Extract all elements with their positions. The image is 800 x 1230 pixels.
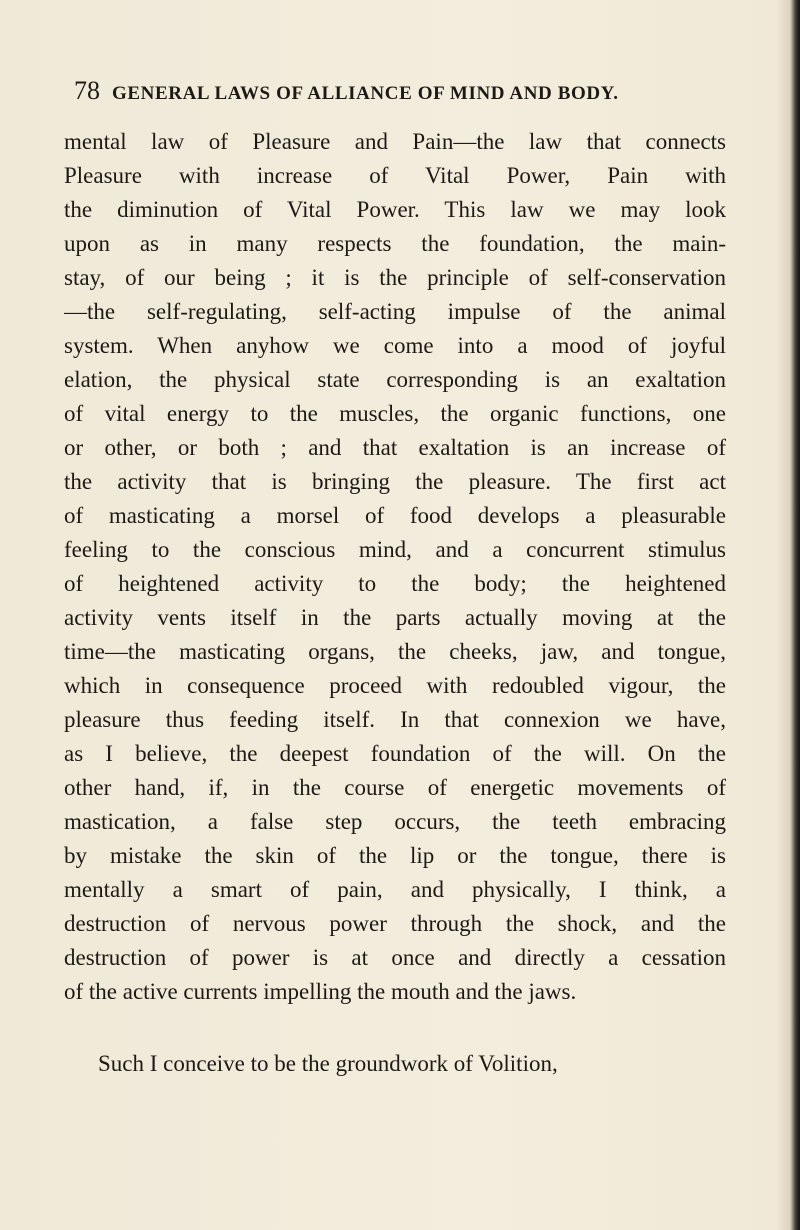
- text-line: the diminution of Vital Power. This law we may look: [64, 197, 726, 222]
- text-line: mastication, a false step occurs, the teeth embracing: [64, 809, 726, 834]
- text-line: of heightened activity to the body; the heightened: [64, 571, 726, 596]
- text-line: —the self-regulating, self-acting impulse of the animal: [64, 299, 726, 324]
- text-line: as I believe, the deepest foundation of the will. On the: [64, 741, 726, 766]
- text-line: other hand, if, in the course of energetic movements of: [64, 775, 726, 800]
- text-line: Such I conceive to be the groundwork of Volition,: [98, 1051, 558, 1076]
- text-line: mental law of Pleasure and Pain—the law that connects: [64, 129, 726, 154]
- text-line: pleasure thus feeding itself. In that connexion we have,: [64, 707, 726, 732]
- text-line: elation, the physical state corresponding is an exaltation: [64, 367, 726, 392]
- paragraph-gap: [64, 1009, 726, 1047]
- paragraph-1: [64, 125, 726, 1009]
- text-line: upon as in many respects the foundation, the main-: [64, 231, 726, 256]
- body-text: [64, 125, 726, 1081]
- text-line: Pleasure with increase of Vital Power, Pain with: [64, 163, 726, 188]
- text-line: of vital energy to the muscles, the organic functions, one: [64, 401, 726, 426]
- text-line: by mistake the skin of the lip or the tongue, there is: [64, 843, 726, 868]
- text-line: the activity that is bringing the pleasure. The first act: [64, 469, 726, 494]
- text-line: system. When anyhow we come into a mood of joyful: [64, 333, 726, 358]
- text-line: or other, or both ; and that exaltation is an increase of: [64, 435, 726, 460]
- text-line: activity vents itself in the parts actually moving at the: [64, 605, 726, 630]
- text-line: which in consequence proceed with redoubled vigour, the: [64, 673, 726, 698]
- running-title: GENERAL LAWS OF ALLIANCE OF MIND AND BODY.: [112, 83, 619, 104]
- text-line: destruction of power is at once and directly a cessation: [64, 945, 726, 970]
- text-line: of masticating a morsel of food develops a pleasurable: [64, 503, 726, 528]
- page-edge-shadow: [790, 0, 800, 1230]
- text-line: destruction of nervous power through the shock, and the: [64, 911, 726, 936]
- running-head: [74, 76, 714, 106]
- text-line: of the active currents impelling the mouth and the jaws.: [64, 979, 577, 1004]
- text-line: feeling to the conscious mind, and a concurrent stimulus: [64, 537, 726, 562]
- text-line: mentally a smart of pain, and physically, I think, a: [64, 877, 726, 902]
- text-line: time—the masticating organs, the cheeks, jaw, and tongue,: [64, 639, 726, 664]
- paragraph-2: [64, 1047, 726, 1081]
- page-number: 78: [74, 76, 100, 105]
- text-line: stay, of our being ; it is the principle of self-conservation: [64, 265, 726, 290]
